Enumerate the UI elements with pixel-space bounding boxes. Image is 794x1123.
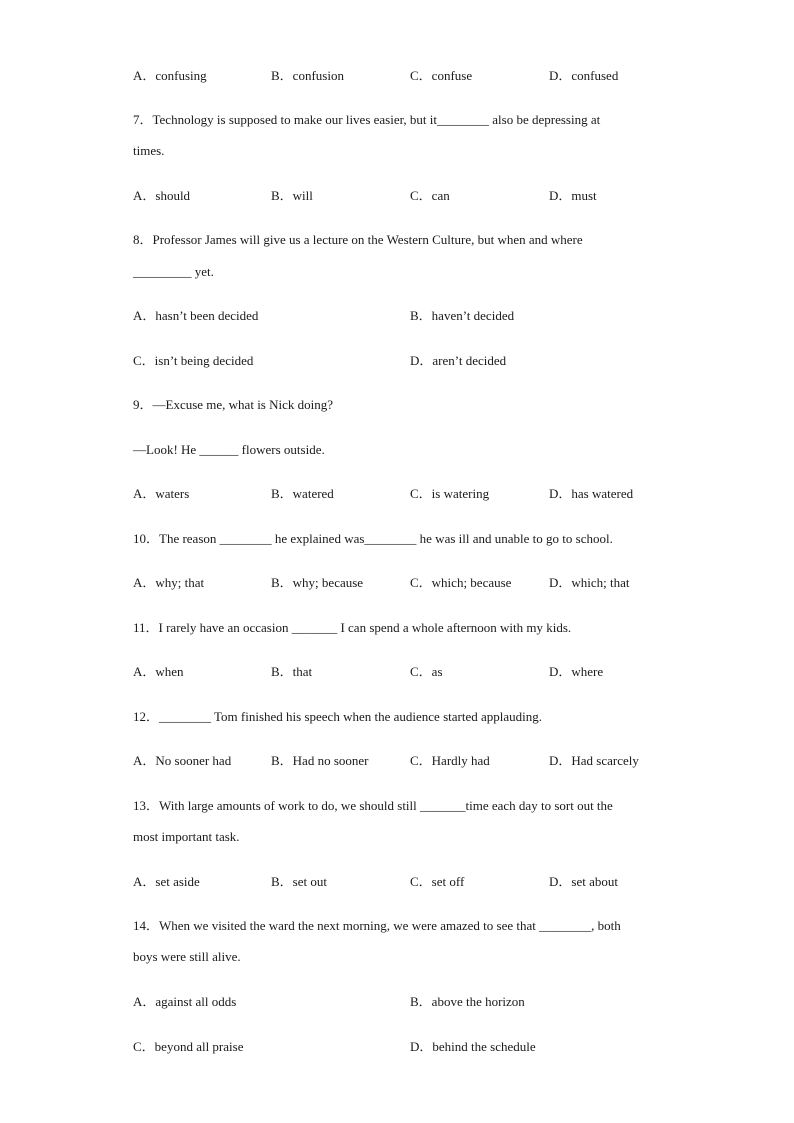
q7-stem-line2: times. (133, 143, 165, 158)
q13-option-b[interactable]: B．set out (271, 874, 327, 889)
q13-option-d[interactable]: D．set about (549, 874, 618, 889)
q9-option-a[interactable]: A．waters (133, 486, 190, 501)
q14-option-a[interactable]: A．against all odds (133, 994, 237, 1009)
q12-stem-line1: 12．________ Tom finished his speech when the audience started applauding. (133, 709, 542, 724)
q6-option-d[interactable]: D．confused (549, 68, 619, 83)
q7-option-d[interactable]: D．must (549, 188, 597, 203)
q6-option-b[interactable]: B．confusion (271, 68, 344, 83)
q10-option-a[interactable]: A．why; that (133, 575, 205, 590)
q9-stem-line2: —Look! He ______ flowers outside. (133, 442, 325, 457)
q12-option-c[interactable]: C．Hardly had (410, 753, 490, 768)
q9-option-d[interactable]: D．has watered (549, 486, 634, 501)
q14-option-c[interactable]: C．beyond all praise (133, 1039, 244, 1054)
q11-stem-line1: 11．I rarely have an occasion _______ I can spend a whole afternoon with my kids. (133, 620, 572, 635)
q12-option-a[interactable]: A．No sooner had (133, 753, 232, 768)
q12-option-d[interactable]: D．Had scarcely (549, 753, 639, 768)
q7-option-c[interactable]: C．can (410, 188, 450, 203)
q8-stem-line1: 8．Professor James will give us a lecture on the Western Culture, but when and where (133, 232, 583, 247)
q9-option-c[interactable]: C．is watering (410, 486, 490, 501)
q10-option-d[interactable]: D．which; that (549, 575, 630, 590)
q9-stem-line1: 9．—Excuse me, what is Nick doing? (133, 397, 334, 412)
q8-option-b[interactable]: B．haven’t decided (410, 308, 515, 323)
q7-option-a[interactable]: A．should (133, 188, 191, 203)
q11-option-b[interactable]: B．that (271, 664, 313, 679)
q8-stem-line2: _________ yet. (133, 264, 214, 279)
q11-option-d[interactable]: D．where (549, 664, 604, 679)
q10-option-c[interactable]: C．which; because (410, 575, 512, 590)
q8-option-c[interactable]: C．isn’t being decided (133, 353, 254, 368)
q8-option-d[interactable]: D．aren’t decided (410, 353, 507, 368)
q13-option-c[interactable]: C．set off (410, 874, 465, 889)
q6-option-c[interactable]: C．confuse (410, 68, 473, 83)
q10-option-b[interactable]: B．why; because (271, 575, 364, 590)
q11-option-c[interactable]: C．as (410, 664, 443, 679)
q14-option-b[interactable]: B．above the horizon (410, 994, 525, 1009)
q7-stem-line1: 7．Technology is supposed to make our lives easier, but it________ also be depressing at (133, 112, 601, 127)
q14-option-d[interactable]: D．behind the schedule (410, 1039, 536, 1054)
q13-stem-line1: 13．With large amounts of work to do, we should still _______time each day to sort out the (133, 798, 613, 813)
q8-option-a[interactable]: A．hasn’t been decided (133, 308, 259, 323)
q14-stem-line1: 14．When we visited the ward the next morning, we were amazed to see that ________, both (133, 918, 621, 933)
q13-stem-line2: most important task. (133, 829, 240, 844)
q6-option-a[interactable]: A．confusing (133, 68, 207, 83)
q13-option-a[interactable]: A．set aside (133, 874, 200, 889)
q11-option-a[interactable]: A．when (133, 664, 184, 679)
q10-stem-line1: 10．The reason ________ he explained was________ he was ill and unable to go to school. (133, 531, 613, 546)
q14-stem-line2: boys were still alive. (133, 949, 241, 964)
q7-option-b[interactable]: B．will (271, 188, 313, 203)
q12-option-b[interactable]: B．Had no sooner (271, 753, 369, 768)
q9-option-b[interactable]: B．watered (271, 486, 334, 501)
